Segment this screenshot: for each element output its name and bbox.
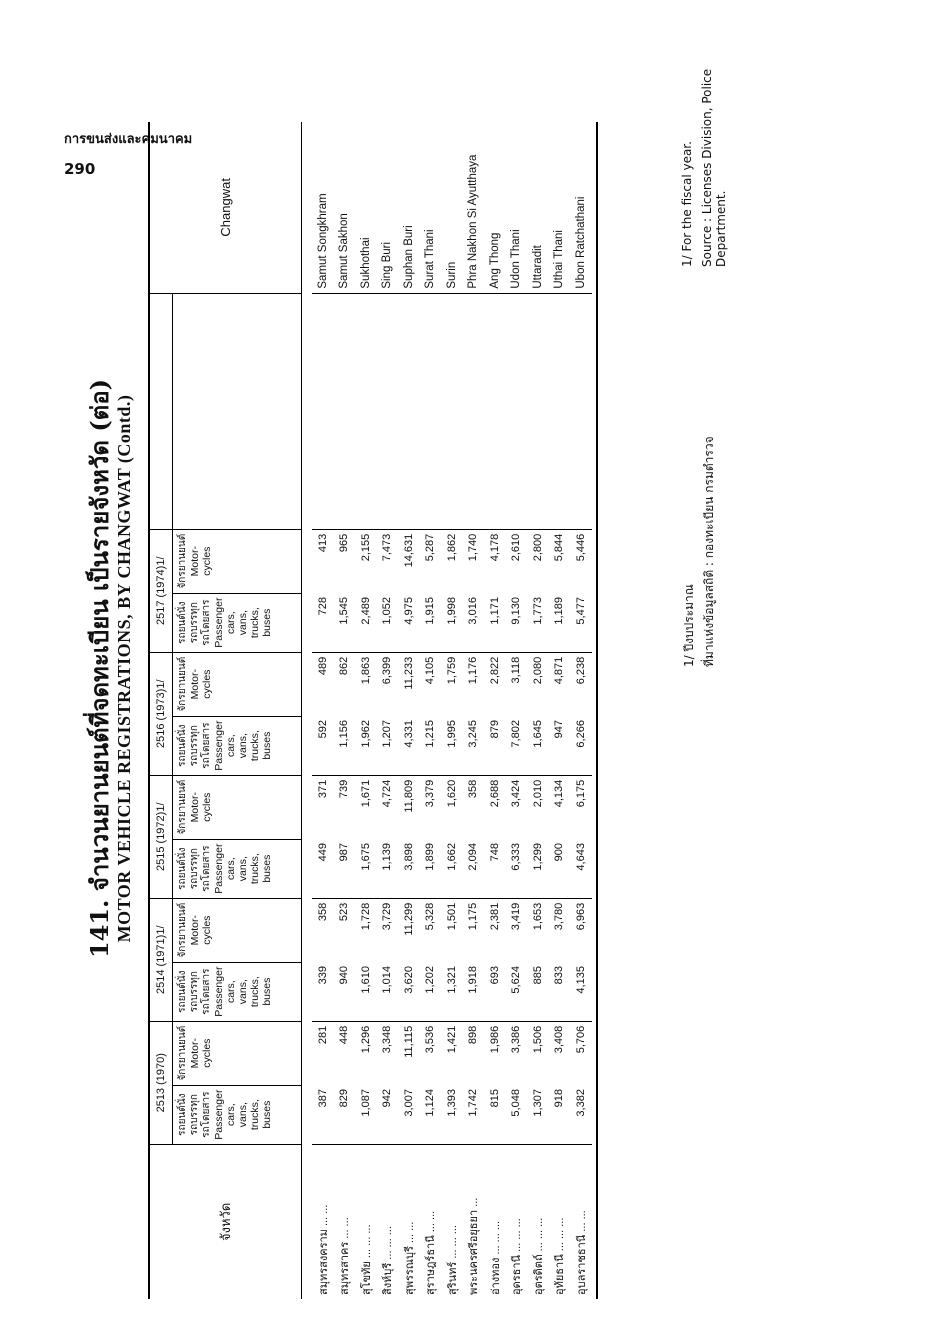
motorcycle-value: 1,862 bbox=[445, 533, 458, 562]
motorcycle-value: 1,175 bbox=[467, 902, 480, 931]
passenger-value: 918 bbox=[549, 1085, 571, 1144]
passenger-value: 1,087 bbox=[355, 1085, 377, 1144]
motorcycle-value: 3,424 bbox=[510, 779, 523, 808]
col-motor-header bbox=[173, 898, 302, 962]
changwat-name-english: Suphan Buri bbox=[398, 122, 420, 293]
motorcycle-value: 358 bbox=[316, 902, 329, 922]
col-motor-thai: จักรยานยนต์ bbox=[177, 533, 188, 589]
motorcycle-value: 2,800 bbox=[531, 533, 544, 562]
motorcycle-value: 2,381 bbox=[488, 902, 501, 931]
passenger-value: 1,202 bbox=[420, 962, 442, 1021]
year-header: 2514 (1971)1/ bbox=[149, 898, 173, 1021]
col-motor-thai: จักรยานยนต์ bbox=[177, 779, 188, 835]
passenger-value: 2,489 bbox=[355, 593, 377, 652]
motorcycle-value: 3,419 bbox=[510, 902, 523, 931]
table-row bbox=[312, 122, 334, 1299]
motorcycle-value: 4,724 bbox=[381, 779, 394, 808]
motorcycle-value: 1,986 bbox=[488, 1025, 501, 1054]
table-row bbox=[527, 122, 549, 1299]
spacer-row bbox=[302, 122, 313, 1299]
passenger-value: 815 bbox=[484, 1085, 506, 1144]
motorcycle-value: 2,688 bbox=[488, 779, 501, 808]
passenger-value: 5,048 bbox=[506, 1085, 528, 1144]
passenger-value: 885 bbox=[527, 962, 549, 1021]
table-row bbox=[398, 122, 420, 1299]
motorcycle-value: 14,631 bbox=[402, 533, 415, 568]
changwat-name-english: Surin bbox=[441, 122, 463, 293]
motorcycle-value: 11,299 bbox=[402, 902, 415, 936]
motorcycle-value: 11,115 bbox=[402, 1025, 415, 1058]
spacer-cell bbox=[463, 293, 485, 529]
spacer-cell bbox=[527, 293, 549, 529]
motorcycle-value: 4,178 bbox=[488, 533, 501, 562]
table-row bbox=[334, 122, 356, 1299]
motorcycle-value: 1,176 bbox=[467, 656, 480, 685]
motorcycle-value: 413 bbox=[316, 533, 329, 553]
footnote-thai: 1/ ปีงบประมาณ bbox=[682, 584, 696, 667]
col-motor-en: Motor- cycles bbox=[189, 545, 213, 577]
motorcycle-value: 489 bbox=[316, 656, 329, 676]
spacer-cell bbox=[484, 293, 506, 529]
motorcycle-value: 739 bbox=[338, 779, 351, 799]
changwat-name-thai: อุบลราชธานี ... ... bbox=[575, 1210, 588, 1295]
motorcycle-value: 4,871 bbox=[553, 656, 566, 685]
col-passenger-thai: รถยนต์นั่ง รถบรรทุก รถโดยสาร bbox=[177, 968, 212, 1015]
motorcycle-value: 1,421 bbox=[445, 1025, 458, 1054]
changwat-name-english: Uthai Thani bbox=[549, 122, 571, 293]
passenger-value: 1,156 bbox=[334, 716, 356, 775]
col-passenger-en: Passenger cars, vans, trucks, buses bbox=[213, 597, 273, 648]
table-row bbox=[377, 122, 399, 1299]
motorcycle-value: 11,809 bbox=[402, 779, 415, 813]
spacer-cell bbox=[441, 293, 463, 529]
changwat-name-english: Surat Thani bbox=[420, 122, 442, 293]
col-passenger-header bbox=[173, 716, 302, 775]
passenger-value: 1,545 bbox=[334, 593, 356, 652]
passenger-value: 2,094 bbox=[463, 839, 485, 898]
motorcycle-value: 1,863 bbox=[359, 656, 372, 685]
changwat-name-english: Ubon Ratchathani bbox=[570, 122, 592, 293]
passenger-value: 387 bbox=[312, 1085, 334, 1144]
motorcycle-value: 1,728 bbox=[359, 902, 372, 931]
spacer-cell bbox=[355, 293, 377, 529]
table-row bbox=[441, 122, 463, 1299]
table-row bbox=[484, 122, 506, 1299]
motorcycle-value: 4,105 bbox=[424, 656, 437, 685]
changwat-name-thai: อ่างทอง ... ... ... bbox=[489, 1220, 502, 1295]
motorcycle-value: 3,118 bbox=[510, 656, 523, 684]
table-bottom-rule bbox=[592, 122, 597, 1299]
changwat-name-thai: อุตรดิตถ์ ... ... ... bbox=[532, 1217, 545, 1295]
year-header: 2515 (1972)1/ bbox=[149, 775, 173, 898]
passenger-value: 1,207 bbox=[377, 716, 399, 775]
table-row bbox=[549, 122, 571, 1299]
motorcycle-value: 5,706 bbox=[574, 1025, 587, 1054]
passenger-value: 1,962 bbox=[355, 716, 377, 775]
motorcycle-value: 5,844 bbox=[553, 533, 566, 562]
year-header: 2516 (1973)1/ bbox=[149, 652, 173, 775]
passenger-value: 1,393 bbox=[441, 1085, 463, 1144]
rule-cell bbox=[592, 122, 597, 1299]
passenger-value: 940 bbox=[334, 962, 356, 1021]
passenger-value: 1,742 bbox=[463, 1085, 485, 1144]
motorcycle-value: 1,506 bbox=[531, 1025, 544, 1054]
spacer-cell bbox=[570, 293, 592, 529]
col-passenger-thai: รถยนต์นั่ง รถบรรทุก รถโดยสาร bbox=[177, 599, 212, 646]
table-row bbox=[570, 122, 592, 1299]
changwat-name-thai: สุรินทร์ ... ... ... bbox=[446, 1225, 459, 1295]
spacer-cell bbox=[398, 293, 420, 529]
spacer-cell bbox=[420, 293, 442, 529]
motorcycle-value: 5,446 bbox=[574, 533, 587, 562]
passenger-value: 6,333 bbox=[506, 839, 528, 898]
table-title-thai: 141. จำนวนยานยนต์ที่จดทะเบียน เป็นรายจังหวัด (ต่อ) bbox=[85, 378, 114, 959]
col-passenger-en: Passenger cars, vans, trucks, buses bbox=[213, 720, 273, 771]
passenger-value: 3,382 bbox=[570, 1085, 592, 1144]
table-title-english: MOTOR VEHICLE REGISTRATIONS, BY CHANGWAT (Contd.) bbox=[114, 394, 134, 943]
col-motor-en: Motor- cycles bbox=[189, 914, 213, 946]
col-passenger-header bbox=[173, 593, 302, 652]
passenger-value: 987 bbox=[334, 839, 356, 898]
col-motor-header bbox=[173, 775, 302, 839]
passenger-value: 3,016 bbox=[463, 593, 485, 652]
motorcycle-value: 11,233 bbox=[402, 656, 415, 690]
passenger-value: 1,139 bbox=[377, 839, 399, 898]
motorcycle-value: 3,386 bbox=[510, 1025, 523, 1054]
changwat-name-thai: สมุทรสาคร ... ... bbox=[339, 1217, 352, 1295]
col-motor-thai: จักรยานยนต์ bbox=[177, 656, 188, 712]
table-row bbox=[420, 122, 442, 1299]
passenger-value: 1,915 bbox=[420, 593, 442, 652]
col-passenger-header bbox=[173, 1085, 302, 1144]
motorcycle-value: 358 bbox=[467, 779, 480, 799]
passenger-value: 947 bbox=[549, 716, 571, 775]
year-header-row bbox=[149, 122, 173, 1299]
passenger-value: 1,171 bbox=[484, 593, 506, 652]
motorcycle-value: 281 bbox=[316, 1025, 329, 1045]
col-passenger-en: Passenger cars, vans, trucks, buses bbox=[213, 843, 273, 894]
passenger-value: 5,624 bbox=[506, 962, 528, 1021]
changwat-name-thai: สุพรรณบุรี ... ... bbox=[403, 1221, 416, 1295]
spacer-cell bbox=[312, 293, 334, 529]
passenger-value: 1,773 bbox=[527, 593, 549, 652]
motorcycle-value: 5,328 bbox=[424, 902, 437, 931]
col-passenger-header bbox=[173, 962, 302, 1021]
table-row bbox=[463, 122, 485, 1299]
motorcycle-value: 3,729 bbox=[381, 902, 394, 931]
passenger-value: 4,975 bbox=[398, 593, 420, 652]
changwat-name-thai: สมุทรสงคราม ... ... bbox=[317, 1204, 330, 1295]
motorcycle-value: 3,536 bbox=[424, 1025, 437, 1054]
passenger-value: 1,998 bbox=[441, 593, 463, 652]
passenger-value: 1,299 bbox=[527, 839, 549, 898]
passenger-value: 1,610 bbox=[355, 962, 377, 1021]
table-row bbox=[506, 122, 528, 1299]
motorcycle-value: 2,155 bbox=[359, 533, 372, 562]
motorcycle-value: 2,080 bbox=[531, 656, 544, 685]
motorcycle-value: 3,780 bbox=[553, 902, 566, 931]
passenger-value: 728 bbox=[312, 593, 334, 652]
col-passenger-en: Passenger cars, vans, trucks, buses bbox=[213, 966, 273, 1017]
passenger-value: 1,662 bbox=[441, 839, 463, 898]
changwat-name-thai: สุโขทัย ... ... ... bbox=[360, 1224, 373, 1295]
changwat-name-thai: สุราษฎร์ธานี ... ... bbox=[425, 1210, 438, 1295]
motorcycle-value: 1,740 bbox=[467, 533, 480, 562]
passenger-value: 900 bbox=[549, 839, 571, 898]
page-number: 290 bbox=[64, 160, 96, 178]
changwat-name-thai: อุทัยธานี ... ... ... bbox=[554, 1217, 567, 1295]
passenger-value: 1,899 bbox=[420, 839, 442, 898]
registrations-table bbox=[148, 122, 598, 1299]
col-motor-thai: จักรยานยนต์ bbox=[177, 1025, 188, 1081]
col-passenger-header bbox=[173, 839, 302, 898]
changwat-name-thai: สิงห์บุรี ... ... ... bbox=[382, 1226, 395, 1295]
spacer-subheader bbox=[173, 293, 302, 529]
motorcycle-value: 898 bbox=[467, 1025, 480, 1045]
table-body bbox=[302, 122, 597, 1299]
col-motor-en: Motor- cycles bbox=[189, 668, 213, 700]
col-passenger-thai: รถยนต์นั่ง รถบรรทุก รถโดยสาร bbox=[177, 722, 212, 769]
motorcycle-value: 6,963 bbox=[574, 902, 587, 931]
spacer-cell bbox=[549, 293, 571, 529]
year-header: 2517 (1974)1/ bbox=[149, 529, 173, 652]
motorcycle-value: 2,610 bbox=[510, 533, 523, 562]
passenger-value: 7,802 bbox=[506, 716, 528, 775]
changwat-name-thai: อุดรธานี ... ... ... bbox=[511, 1218, 524, 1295]
motorcycle-value: 5,287 bbox=[424, 533, 437, 562]
motorcycle-value: 6,175 bbox=[574, 779, 587, 808]
changwat-name-english: Samut Songkhram bbox=[312, 122, 334, 293]
passenger-value: 942 bbox=[377, 1085, 399, 1144]
passenger-value: 3,007 bbox=[398, 1085, 420, 1144]
motorcycle-value: 2,010 bbox=[531, 779, 544, 808]
passenger-value: 4,135 bbox=[570, 962, 592, 1021]
passenger-value: 3,620 bbox=[398, 962, 420, 1021]
passenger-value: 1,645 bbox=[527, 716, 549, 775]
spacer-cell bbox=[506, 293, 528, 529]
passenger-value: 449 bbox=[312, 839, 334, 898]
motorcycle-value: 7,473 bbox=[381, 533, 394, 562]
passenger-value: 9,130 bbox=[506, 593, 528, 652]
changwat-name-english: Ang Thong bbox=[484, 122, 506, 293]
passenger-value: 3,245 bbox=[463, 716, 485, 775]
changwat-name-english: Uttaradit bbox=[527, 122, 549, 293]
changwat-name-english: Sukhothai bbox=[355, 122, 377, 293]
motorcycle-value: 4,134 bbox=[553, 779, 566, 808]
col-motor-header bbox=[173, 652, 302, 716]
motorcycle-value: 2,822 bbox=[488, 656, 501, 685]
passenger-value: 1,052 bbox=[377, 593, 399, 652]
passenger-value: 1,321 bbox=[441, 962, 463, 1021]
passenger-value: 1,014 bbox=[377, 962, 399, 1021]
motorcycle-value: 1,620 bbox=[445, 779, 458, 808]
spacer-cell bbox=[377, 293, 399, 529]
passenger-value: 592 bbox=[312, 716, 334, 775]
motorcycle-value: 862 bbox=[338, 656, 351, 676]
motorcycle-value: 448 bbox=[338, 1025, 351, 1045]
passenger-value: 879 bbox=[484, 716, 506, 775]
spacer-header bbox=[149, 293, 173, 529]
motorcycle-value: 3,379 bbox=[424, 779, 437, 808]
motorcycle-value: 1,759 bbox=[445, 656, 458, 685]
passenger-value: 829 bbox=[334, 1085, 356, 1144]
passenger-value: 339 bbox=[312, 962, 334, 1021]
passenger-value: 1,124 bbox=[420, 1085, 442, 1144]
changwat-name-english: Phra Nakhon Si Ayutthaya bbox=[463, 122, 485, 293]
motorcycle-value: 3,408 bbox=[553, 1025, 566, 1054]
passenger-value: 833 bbox=[549, 962, 571, 1021]
passenger-value: 4,331 bbox=[398, 716, 420, 775]
passenger-value: 1,918 bbox=[463, 962, 485, 1021]
passenger-value: 4,643 bbox=[570, 839, 592, 898]
section-header: การขนส่งและคมนาคม bbox=[64, 132, 193, 147]
passenger-value: 6,266 bbox=[570, 716, 592, 775]
motorcycle-value: 6,399 bbox=[381, 656, 394, 685]
changwat-name-thai: พระนครศรีอยุธยา ... bbox=[468, 1197, 481, 1295]
col-passenger-thai: รถยนต์นั่ง รถบรรทุก รถโดยสาร bbox=[177, 845, 212, 892]
col-passenger-en: Passenger cars, vans, trucks, buses bbox=[213, 1089, 273, 1140]
changwat-name-english: Samut Sakhon bbox=[334, 122, 356, 293]
changwat-header-thai: จังหวัด bbox=[149, 1144, 302, 1299]
motorcycle-value: 1,653 bbox=[531, 902, 544, 931]
motorcycle-value: 965 bbox=[338, 533, 351, 553]
spacer-cell bbox=[334, 293, 356, 529]
col-motor-en: Motor- cycles bbox=[189, 791, 213, 823]
motorcycle-value: 6,238 bbox=[574, 656, 587, 685]
year-header: 2513 (1970) bbox=[149, 1021, 173, 1144]
motorcycle-value: 1,501 bbox=[445, 902, 458, 931]
changwat-header-english: Changwat bbox=[149, 122, 302, 293]
passenger-value: 1,189 bbox=[549, 593, 571, 652]
motorcycle-value: 371 bbox=[316, 779, 329, 799]
motorcycle-value: 1,671 bbox=[359, 779, 372, 808]
col-motor-en: Motor- cycles bbox=[189, 1037, 213, 1069]
passenger-value: 693 bbox=[484, 962, 506, 1021]
footnote-english: 1/ For the fiscal year. bbox=[680, 141, 694, 267]
source-english: Source : Licenses Division, Police Department. bbox=[700, 68, 728, 267]
passenger-value: 1,307 bbox=[527, 1085, 549, 1144]
passenger-value: 1,995 bbox=[441, 716, 463, 775]
changwat-name-english: Sing Buri bbox=[377, 122, 399, 293]
motorcycle-value: 1,296 bbox=[359, 1025, 372, 1054]
source-thai: ที่มาแห่งข้อมูลสถิติ : กองทะเบียน กรมตำรวจ bbox=[702, 436, 716, 667]
passenger-value: 1,215 bbox=[420, 716, 442, 775]
motorcycle-value: 523 bbox=[338, 902, 351, 922]
col-passenger-thai: รถยนต์นั่ง รถบรรทุก รถโดยสาร bbox=[177, 1091, 212, 1138]
table-row bbox=[355, 122, 377, 1299]
passenger-value: 5,477 bbox=[570, 593, 592, 652]
col-motor-header bbox=[173, 1021, 302, 1085]
column-header-row bbox=[173, 122, 302, 1299]
changwat-name-english: Udon Thani bbox=[506, 122, 528, 293]
col-motor-header bbox=[173, 529, 302, 593]
motorcycle-value: 3,348 bbox=[381, 1025, 394, 1054]
passenger-value: 748 bbox=[484, 839, 506, 898]
passenger-value: 3,898 bbox=[398, 839, 420, 898]
col-motor-thai: จักรยานยนต์ bbox=[177, 902, 188, 958]
passenger-value: 1,675 bbox=[355, 839, 377, 898]
